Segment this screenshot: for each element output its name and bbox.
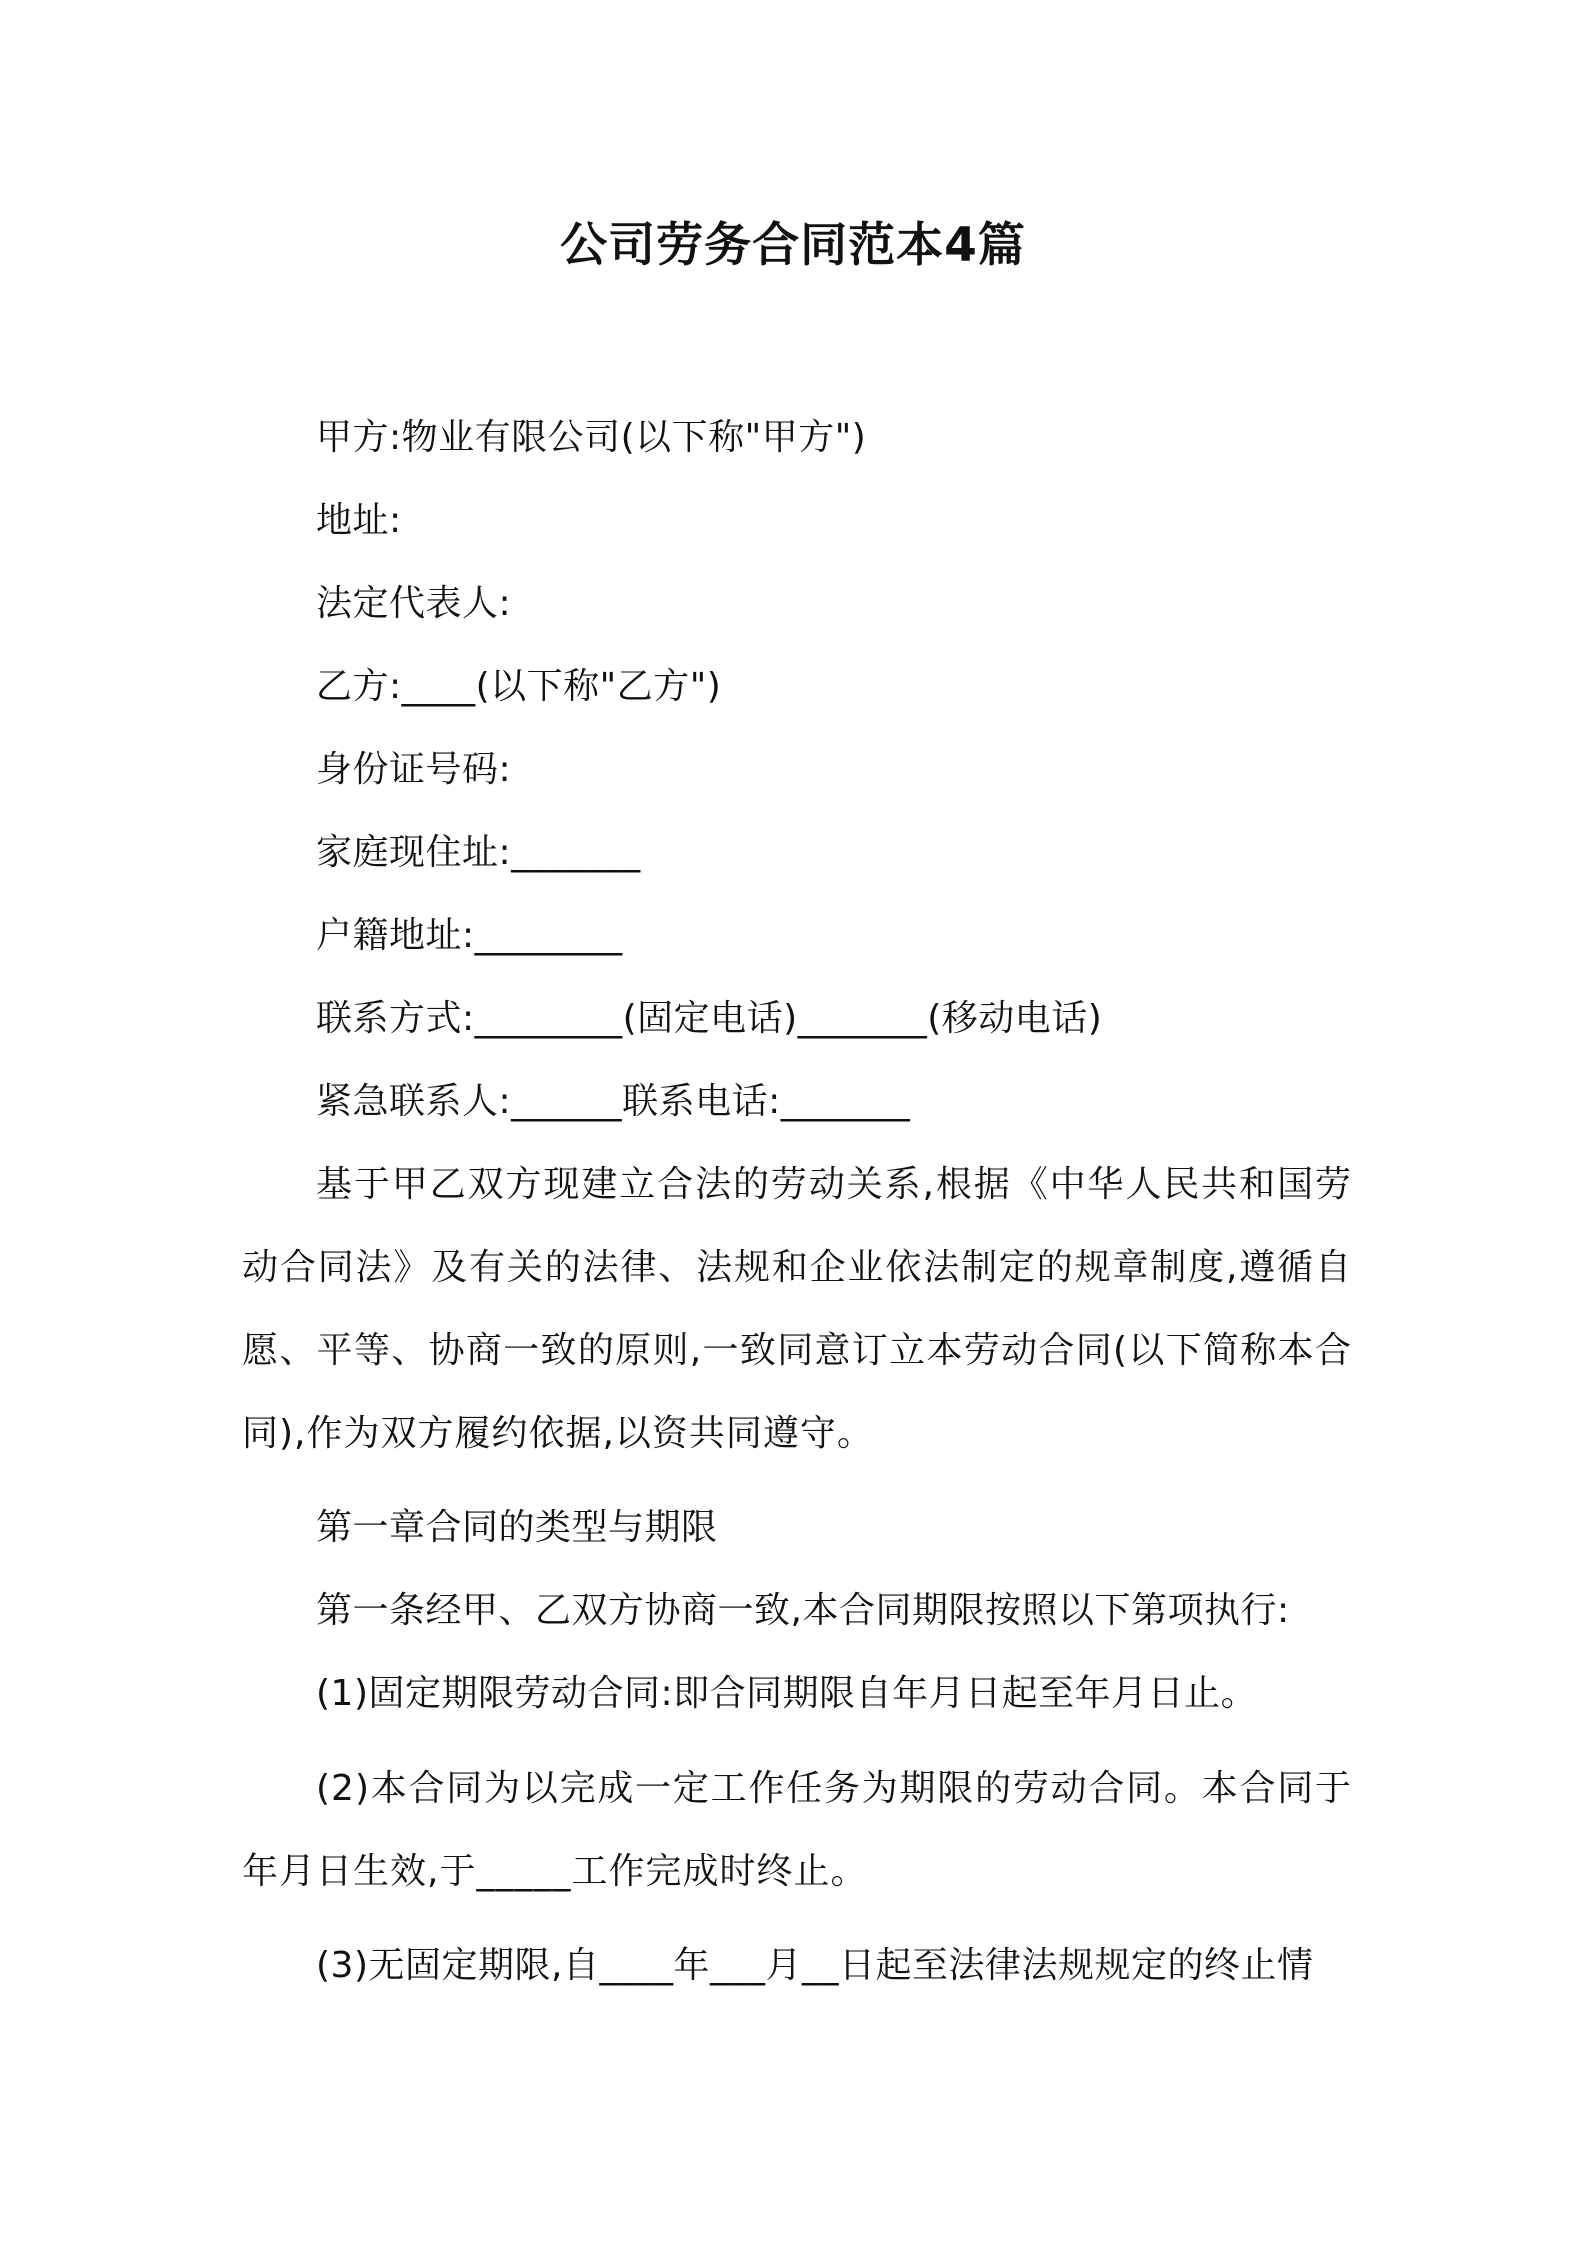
- document-body: [242, 408, 1352, 2019]
- party-b-emergency-contact: 紧急联系人:______联系电话:_______: [316, 1081, 911, 1122]
- party-b-household-address: 户籍地址:________: [316, 915, 623, 956]
- article-1: 第一条经甲、乙双方协商一致,本合同期限按照以下第项执行:: [316, 1590, 1290, 1631]
- contract-preamble: 基于甲乙双方现建立合法的劳动关系,根据《中华人民共和国劳动合同法》及有关的法律、法规和企业依法制定的规章制度,遵循自愿、平等、协商一致的原则,一致同意订立本劳动合同(以下简称本合同),作为双方履约依据,以资共同遵守。: [242, 1164, 1352, 1454]
- party-a-legal-representative: 法定代表人:: [316, 583, 512, 624]
- party-b-id-number: 身份证号码:: [316, 749, 512, 790]
- clause-task-term: (2)本合同为以完成一定工作任务为期限的劳动合同。本合同于年月日生效,于_____工作完成时终止。: [242, 1768, 1352, 1892]
- chapter-heading: 第一章合同的类型与期限: [316, 1507, 718, 1548]
- clause-fixed-term: (1)固定期限劳动合同:即合同期限自年月日起至年月日止。: [316, 1673, 1258, 1714]
- party-b-contact: 联系方式:________(固定电话)_______(移动电话): [316, 998, 1103, 1039]
- clause-open-term: (3)无固定期限,自____年___月__日起至法律法规规定的终止情: [316, 1945, 1314, 1986]
- party-b-name: 乙方:____(以下称"乙方"): [316, 666, 722, 707]
- document-title: 公司劳务合同范本4篇: [560, 218, 1026, 273]
- party-a-name: 甲方:物业有限公司(以下称"甲方"): [316, 417, 867, 458]
- party-b-home-address: 家庭现住址:_______: [316, 832, 641, 873]
- party-a-address: 地址:: [316, 500, 402, 541]
